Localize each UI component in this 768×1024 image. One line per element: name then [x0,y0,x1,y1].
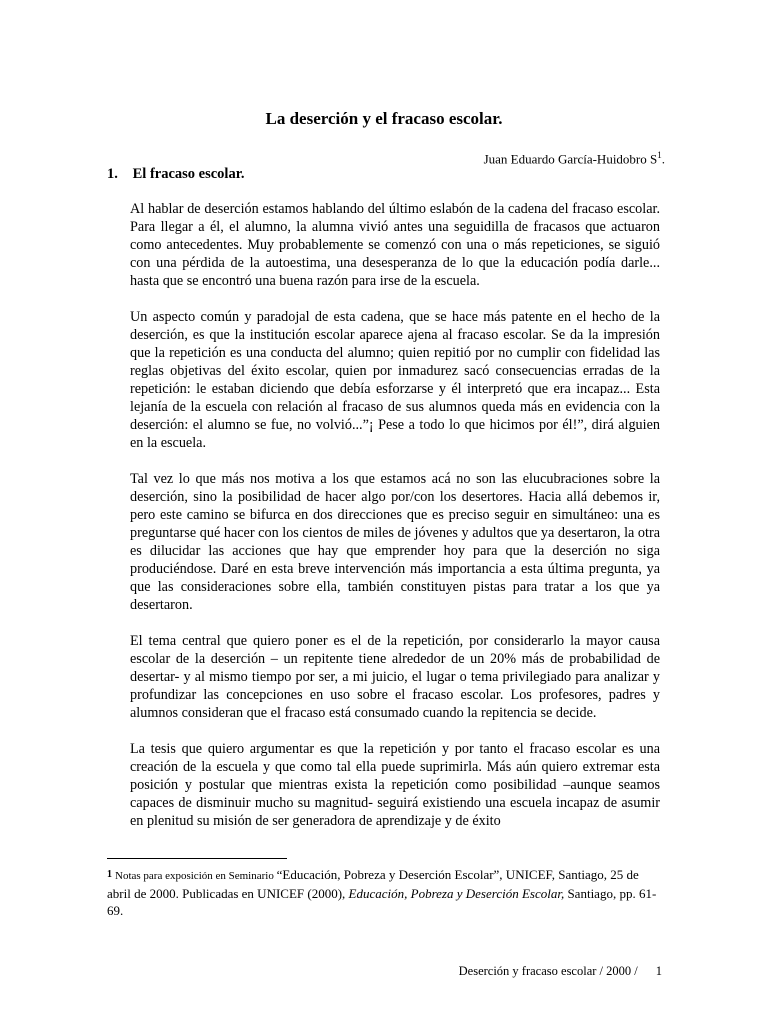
paragraph: Un aspecto común y paradojal de esta cadena, que se hace más patente en el hecho de la deserción, es que la institución escolar aparece ajena al fracaso escolar. Se da la impresión que la repetición es una conducta del alumno; quien repitió por no cumplir con fidelidad las reglas objetivas del éxito escolar, quien por inmadurez sacó consecuencias erradas de la repetición: le estaban diciendo que debía esforzarse y él interpretó que era incapaz... Esta lejanía de la escuela con relación al fracaso de sus alumnos queda más en evidencia con la deserción: el alumno se fue, no volvió...”¡ Pese a todo lo que hicimos por él!”, dirá alguien en la escuela. [130,309,660,451]
paragraph: Al hablar de deserción estamos hablando del último eslabón de la cadena del fracaso escolar. Para llegar a él, el alumno, la alumna vivió antes una seguidilla de fracasos que actuaron como antecedentes. Muy probablemente se comenzó con una o más repeticiones, se siguió con una pérdida de la autoestima, una desesperanza de lo que la educación podía darle... hasta que se encontró una buena razón para irse de la escuela. [130,201,660,289]
author-suffix: . [661,151,665,167]
footnote-separator [107,858,287,859]
page-number: 1 [655,964,662,978]
paragraph: Tal vez lo que más nos motiva a los que estamos acá no son las elucubraciones sobre la deserción, sino la posibilidad de hacer algo por/con los desertores. Hacia allá debemos ir, pero este camino se bifurca en dos direcciones que es preciso seguir en simultáneo: una es preguntarse qué hacer con los cientos de miles de jóvenes y adultos que ya desertaron, la otra es dilucidar las acciones que hay que emprender hoy para que la deserción no siga produciéndose. Daré en esta breve intervención más importancia a esta última pregunta, ya que las consideraciones sobre ella, también constituyen pistas para tratar a los que ya desertaron. [130,471,660,613]
paragraph: La tesis que quiero argumentar es que la repetición y por tanto el fracaso escolar es una creación de la escuela y que como tal ella puede suprimirla. Más aún quiero extremar esta posición y postular que mientras exista la repetición como posibilidad –aunque seamos capaces de disminuir mucho su magnitud- seguirá existiendo una escuela incapaz de asumir en plenitud su misión de ser generadora de aprendizaje y de éxito [130,741,660,829]
section-number: 1. [107,166,118,182]
footnote-text-1: “Educación, Pobreza y Deserción Escolar”, UNICEF, Santiago, 25 de abril de 2000. Publicadas en UNICEF (2000), [107,867,639,901]
author-line [484,146,665,168]
running-title: Deserción y fracaso escolar / 2000 / [458,964,638,978]
footnote-mark: 1 [107,869,112,880]
footnote-italic-title: Educación, Pobreza y Deserción Escolar, [348,886,565,901]
author-footnote-mark: 1 [657,150,662,160]
author-name: Juan Eduardo García-Huidobro S [483,151,658,167]
page-footer [459,963,662,979]
footnote-text-2: Santiago, pp. 61-69. [107,886,657,918]
paragraph: El tema central que quiero poner es el de la repetición, por considerarlo la mayor causa escolar de la deserción – un repitente tiene alrededor de un 20% más de probabilidad de desertar- y al mismo tiempo por ser, a mi juicio, el lugar o tema privilegiado para analizar y profundizar las concepciones en uso sobre el fracaso escolar. Los profesores, padres y alumnos consideran que el fracaso está consumado cuando la repitencia se decide. [130,633,660,721]
document-title: La deserción y el fracaso escolar. [265,109,503,128]
footnote-prefix: Notas para exposición en Seminario [115,870,277,882]
footnote [107,866,662,919]
body-text [130,200,660,848]
section-title: El fracaso escolar. [132,166,245,182]
section-heading [107,164,244,184]
